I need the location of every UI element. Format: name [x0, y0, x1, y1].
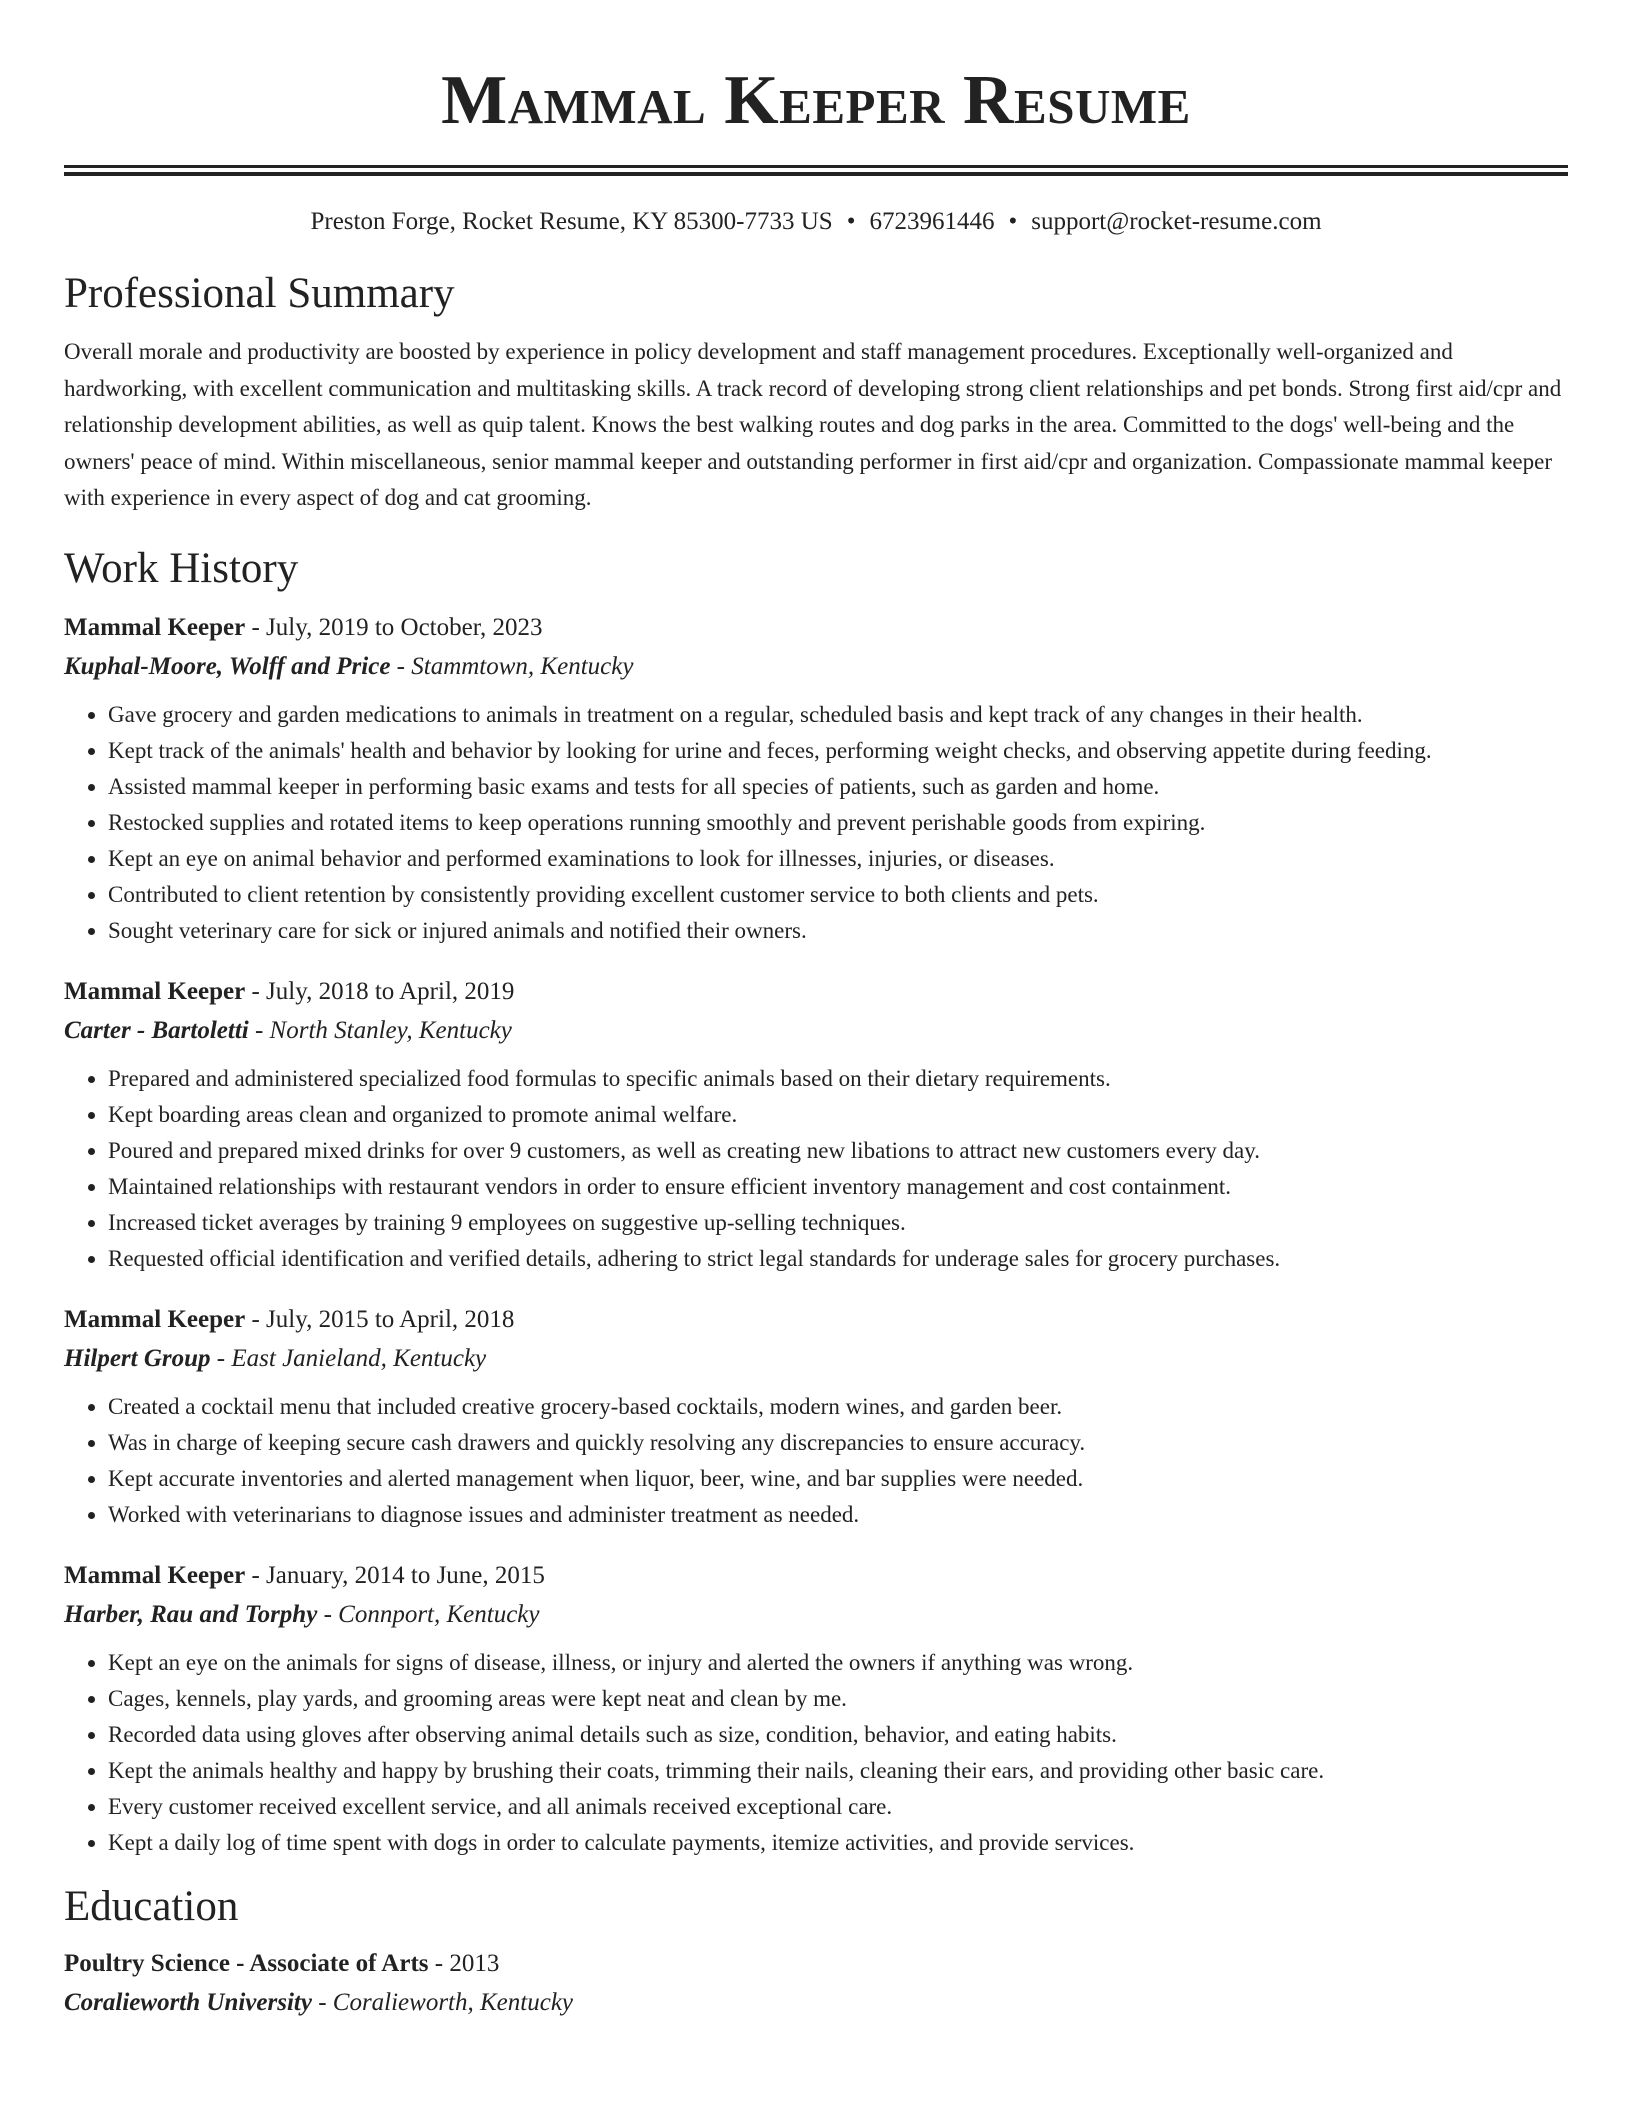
job-bullet: • Prepared and administered specialized food formulas to specific animals based on their dietary requirements. [108, 1061, 1568, 1097]
job-title: Mammal Keeper [64, 1305, 246, 1333]
contact-address: Preston Forge, Rocket Resume, KY 85300-7733 US [310, 208, 833, 235]
job-location: - North Stanley, Kentucky [248, 1016, 512, 1044]
job-entry [64, 1301, 1568, 1533]
job-bullet: • Kept an eye on the animals for signs of disease, illness, or injury and alerted the owners if anything was wrong. [108, 1645, 1568, 1681]
work-history-heading: Work History [64, 544, 299, 592]
job-company: Carter - Bartoletti [64, 1016, 249, 1044]
job-entry [64, 1557, 1568, 1861]
job-entry [64, 609, 1568, 949]
education-year: - 2013 [428, 1949, 500, 1977]
job-company-line [64, 1595, 1568, 1635]
job-title-line [64, 973, 1568, 1011]
contact-separator: • [1008, 208, 1018, 235]
job-bullet: • Poured and prepared mixed drinks for over 9 customers, as well as creating new libations to attract new customers every day. [108, 1133, 1568, 1169]
job-bullet: • Restocked supplies and rotated items to keep operations running smoothly and prevent perishable goods from expiring. [108, 805, 1568, 841]
job-entry [64, 973, 1568, 1277]
education-list [64, 1945, 1568, 2023]
job-bullet: • Assisted mammal keeper in performing basic exams and tests for all species of patients, such as garden and home. [108, 769, 1568, 805]
job-bullet: • Kept an eye on animal behavior and performed examinations to look for illnesses, injuries, or diseases. [108, 841, 1568, 877]
job-dates: - July, 2015 to April, 2018 [245, 1305, 515, 1333]
job-company: Hilpert Group [64, 1344, 211, 1372]
job-title-line [64, 609, 1568, 647]
job-bullet: • Requested official identification and verified details, adhering to strict legal standards for underage sales for grocery purchases. [108, 1241, 1568, 1277]
title-divider [64, 165, 1568, 168]
job-title: Mammal Keeper [64, 613, 246, 641]
contact-email[interactable]: support@rocket-resume.com [1031, 208, 1322, 235]
job-title: Mammal Keeper [64, 977, 246, 1005]
job-bullet: • Cages, kennels, play yards, and grooming areas were kept neat and clean by me. [108, 1681, 1568, 1717]
education-heading: Education [64, 1882, 239, 1930]
summary-text: Overall morale and productivity are boosted by experience in policy development and staff management procedures. Exceptionally well-organized and hardworking, with excellent communication and multitasking skills. A track record of developing strong client relationships and pet bonds. Strong first aid/cpr and relationship development abilities, as well as quip talent. Knows the best walking routes and dog parks in the area. Committed to the dogs' well-being and the owners' peace of mind. Within miscellaneous, senior mammal keeper and outstanding performer in first aid/cpr and organization. Compassionate mammal keeper with experience in every aspect of dog and cat grooming. [64, 339, 1562, 510]
job-title-line [64, 1557, 1568, 1595]
job-bullet: • Worked with veterinarians to diagnose issues and administer treatment as needed. [108, 1497, 1568, 1533]
job-bullet: • Kept boarding areas clean and organized to promote animal welfare. [108, 1097, 1568, 1133]
job-location: - Connport, Kentucky [317, 1600, 540, 1628]
contact-phone: 6723961446 [869, 208, 995, 235]
job-title: Mammal Keeper [64, 1561, 246, 1589]
education-degree: Poultry Science - Associate of Arts [64, 1949, 429, 1977]
job-bullet: • Gave grocery and garden medications to animals in treatment on a regular, scheduled basis and kept track of any changes in their health. [108, 697, 1568, 733]
job-bullet: • Contributed to client retention by consistently providing excellent customer service to both clients and pets. [108, 877, 1568, 913]
job-company: Kuphal-Moore, Wolff and Price [64, 652, 391, 680]
job-bullet: • Increased ticket averages by training 9 employees on suggestive up-selling techniques. [108, 1205, 1568, 1241]
education-school: Coralieworth University [64, 1988, 312, 2016]
job-location: - East Janieland, Kentucky [210, 1344, 487, 1372]
work-history-list [64, 609, 1568, 1861]
contact-separator: • [846, 208, 856, 235]
education-degree-line [64, 1945, 1568, 1983]
education-school-line [64, 1983, 1568, 2023]
job-bullet: • Kept track of the animals' health and behavior by looking for urine and feces, performing weight checks, and observing appetite during feeding. [108, 733, 1568, 769]
job-bullet: • Kept the animals healthy and happy by brushing their coats, trimming their nails, cleaning their ears, and providing other basic care. [108, 1753, 1568, 1789]
job-bullet: • Was in charge of keeping secure cash drawers and quickly resolving any discrepancies to ensure accuracy. [108, 1425, 1568, 1461]
job-bullet: • Recorded data using gloves after observing animal details such as size, condition, behavior, and eating habits. [108, 1717, 1568, 1753]
job-dates: - July, 2018 to April, 2019 [245, 977, 515, 1005]
education-location: - Coralieworth, Kentucky [311, 1988, 574, 2016]
job-dates: - July, 2019 to October, 2023 [245, 613, 543, 641]
job-company: Harber, Rau and Torphy [64, 1600, 318, 1628]
job-bullet-list [64, 1645, 1568, 1861]
resume-title: Mammal Keeper Resume [441, 62, 1191, 139]
job-dates: - January, 2014 to June, 2015 [245, 1561, 545, 1589]
job-bullet-list [64, 697, 1568, 949]
job-bullet: • Maintained relationships with restaurant vendors in order to ensure efficient inventory management and cost containment. [108, 1169, 1568, 1205]
job-bullet: • Kept a daily log of time spent with dogs in order to calculate payments, itemize activities, and provide services. [108, 1825, 1568, 1861]
job-bullet: • Sought veterinary care for sick or injured animals and notified their owners. [108, 913, 1568, 949]
job-location: - Stammtown, Kentucky [390, 652, 634, 680]
job-title-line [64, 1301, 1568, 1339]
job-bullet: • Every customer received excellent service, and all animals received exceptional care. [108, 1789, 1568, 1825]
summary-heading: Professional Summary [64, 270, 455, 317]
job-bullet: • Kept accurate inventories and alerted management when liquor, beer, wine, and bar supplies were needed. [108, 1461, 1568, 1497]
job-company-line [64, 1011, 1568, 1051]
job-bullet-list [64, 1061, 1568, 1277]
contact-line [64, 206, 1568, 238]
job-company-line [64, 1339, 1568, 1379]
job-bullet: • Created a cocktail menu that included creative grocery-based cocktails, modern wines, and garden beer. [108, 1389, 1568, 1425]
job-company-line [64, 647, 1568, 687]
job-bullet-list [64, 1389, 1568, 1533]
